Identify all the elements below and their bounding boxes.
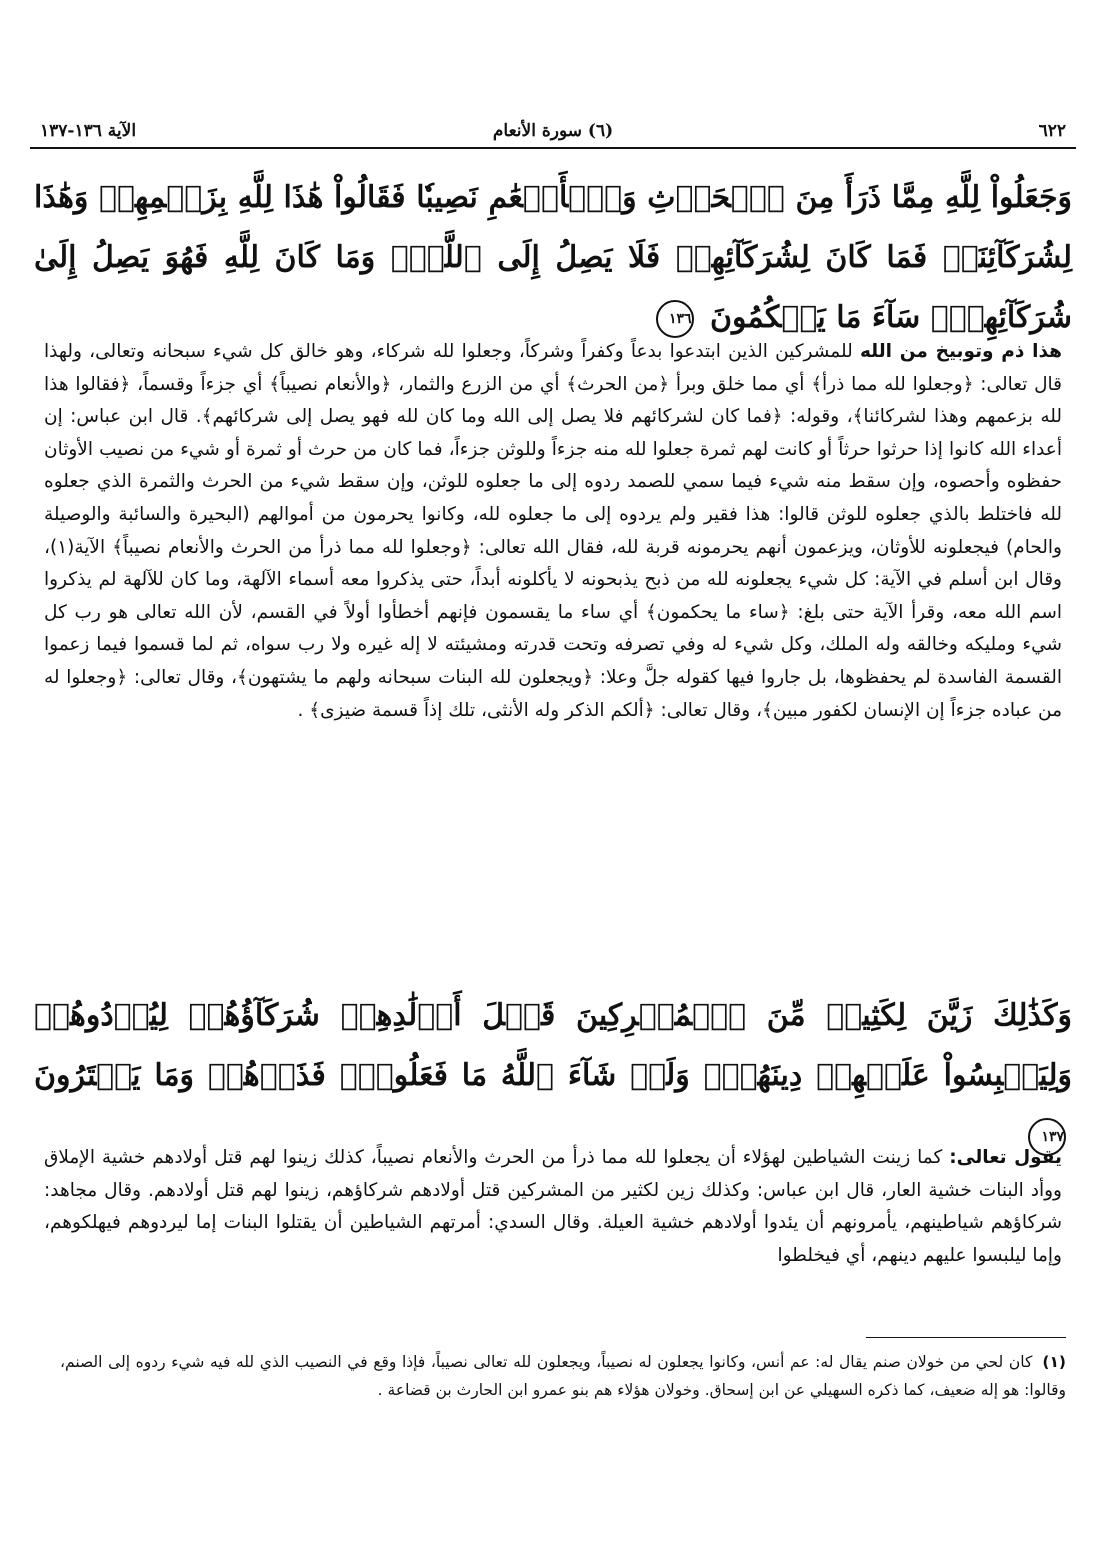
footnote-marker: (١) — [1042, 1353, 1066, 1371]
page-header — [40, 118, 1066, 144]
header-rule — [30, 147, 1076, 149]
tafsir-text: كما زينت الشياطين لهؤلاء أن يجعلوا لله مما ذرأ من الحرث والأنعام نصيباً، كذلك زينوا لهم قتل أولادهم خشية الإملاق ووأد البنات خشية العار، قال ابن عباس: وكذلك زين لكثير من المشركين قتل أولادهم شركاؤهم، زينوا لهم قتل أولادهم. وقال مجاهد: شركاؤهم شياطينهم، يأمرونهم أن يئدوا أولادهم خشية العيلة. وقال السدي: أمرتهم الشياطين أن يقتلوا البنات إما ليردوهم فيهلكوهم، وإما ليلبسوا عليهم دينهم، أي فيخلطوا — [44, 1147, 1062, 1266]
tafsir-lead: يقول تعالى: — [949, 1147, 1062, 1168]
surah-title: (٦) سورة الأنعام — [492, 121, 614, 141]
footnote-text: كان لحي من خولان صنم يقال له: عم أنس، وكانوا يجعلون له نصيباً، ويجعلون لله تعالى نصيباً، فإذا وقع في النصيب الذي لله فيه شيء ردوه إلى الصنم، وقالوا: هو إله ضعيف، كما ذكره السهيلي عن ابن إسحاق. وخولان هؤلاء هم بنو عمرو ابن الحارث بن قضاعة . — [60, 1353, 1066, 1399]
footnote-rule — [866, 1337, 1066, 1338]
verse-text: وَجَعَلُواْ لِلَّهِ مِمَّا ذَرَأَ مِنَ ٱلۡحَرۡثِ وَٱلۡأَنۡعَٰمِ نَصِيبٗا فَقَالُواْ هَٰذَا لِلَّهِ بِزَعۡمِهِمۡ وَهَٰذَا لِشُرَكَآئِنَاۖ فَمَا كَانَ لِشُرَكَآئِهِمۡ فَلَا يَصِلُ إِلَى ٱللَّهِۖ وَمَا كَانَ لِلَّهِ فَهُوَ يَصِلُ إِلَىٰ شُرَكَآئِهِمۡۗ سَآءَ مَا يَحۡكُمُونَ — [34, 180, 1072, 335]
verse-number-marker: ١٣٦ — [656, 300, 694, 338]
tafsir-paragraph-2 — [44, 1142, 1062, 1272]
tafsir-paragraph-1 — [44, 336, 1062, 727]
tafsir-lead: هذا ذم وتوبيخ من الله — [859, 341, 1062, 362]
verse-text: وَكَذَٰلِكَ زَيَّنَ لِكَثِيرٖ مِّنَ ٱلۡمُشۡرِكِينَ قَتۡلَ أَوۡلَٰدِهِمۡ شُرَكَآؤُهُمۡ لِيُرۡدُوهُمۡ وَلِيَلۡبِسُواْ عَلَيۡهِمۡ دِينَهُمۡۖ وَلَوۡ شَآءَ ٱللَّهُ مَا فَعَلُوهُۖ فَذَرۡهُمۡ وَمَا يَفۡتَرُونَ — [34, 998, 1072, 1093]
tafsir-text: للمشركين الذين ابتدعوا بدعاً وكفراً وشركاً، وجعلوا لله شركاء، وهو خالق كل شيء سبحانه وتعالى، ولهذا قال تعالى: ﴿وجعلوا لله مما ذرأ﴾ أي مما خلق وبرأ ﴿من الحرث﴾ أي من الزرع والثمار، ﴿والأنعام نصيباً﴾ أي جزءاً وقسماً، ﴿فقالوا هذا لله بزعمهم وهذا لشركائنا﴾، وقوله: ﴿فما كان لشركائهم فلا يصل إلى الله وما كان لله فهو يصل إلى شركائهم﴾. قال ابن عباس: إن أعداء الله كانوا إذا حرثوا حرثاً أو كانت لهم ثمرة جعلوا لله منه جزءاً وللوثن جزءاً، فما كان من حرث أو ثمرة أو شيء من نصيب الأوثان حفظوه وأحصوه، وإن سقط منه شيء فيما سمي للصمد ردوه إلى ما جعلوه للوثن، وإن سقط شيء من الحرث والثمرة الذي جعلوه لله فاختلط بالذي جعلوه للوثن قالوا: هذا فقير ولم يردوه إلى ما جعلوه لله، وكانوا يحرمون من أموالهم (البحيرة والسائبة والوصيلة والحام) فيجعلونه للأوثان، ويزعمون أنهم يحرمونه قربة لله، فقال الله تعالى: ﴿وجعلوا لله مما ذرأ من الحرث والأنعام نصيباً﴾ الآية(١)، وقال ابن أسلم في الآية: كل شيء يجعلونه لله من ذبح يذبحونه لا يأكلونه أبداً، حتى يذكروا معه أسماء الآلهة، وما كان للآلهة لم يذكروا اسم الله معه، وقرأ الآية حتى بلغ: ﴿ساء ما يحكمون﴾ أي ساء ما يقسمون فإنهم أخطأوا أولاً في القسم، لأن الله تعالى هو رب كل شيء ومليكه وخالقه وله الملك، وكل شيء له وفي تصرفه وتحت قدرته ومشيئته لا إله غيره ولا رب سواه، ثم لما قسموا فيما زعموا القسمة الفاسدة لم يحفظوها، بل جاروا فيها كقوله جلَّ وعلا: ﴿ويجعلون لله البنات سبحانه ولهم ما يشتهون﴾، وقال تعالى: ﴿وجعلوا له من عباده جزءاً إن الإنسان لكفور مبين﴾، وقال تعالى: ﴿ألكم الذكر وله الأنثى، تلك إذاً قسمة ضيزى﴾ . — [44, 341, 1062, 721]
quran-verse-136 — [34, 168, 1072, 348]
verse-number-marker: ١٣٧ — [1028, 1118, 1066, 1156]
page-number: ٦٢٢ — [1038, 121, 1066, 141]
footnote — [60, 1348, 1066, 1404]
quran-verse-137 — [34, 986, 1072, 1166]
verse-range: الآية ١٣٦-١٣٧ — [40, 121, 137, 141]
